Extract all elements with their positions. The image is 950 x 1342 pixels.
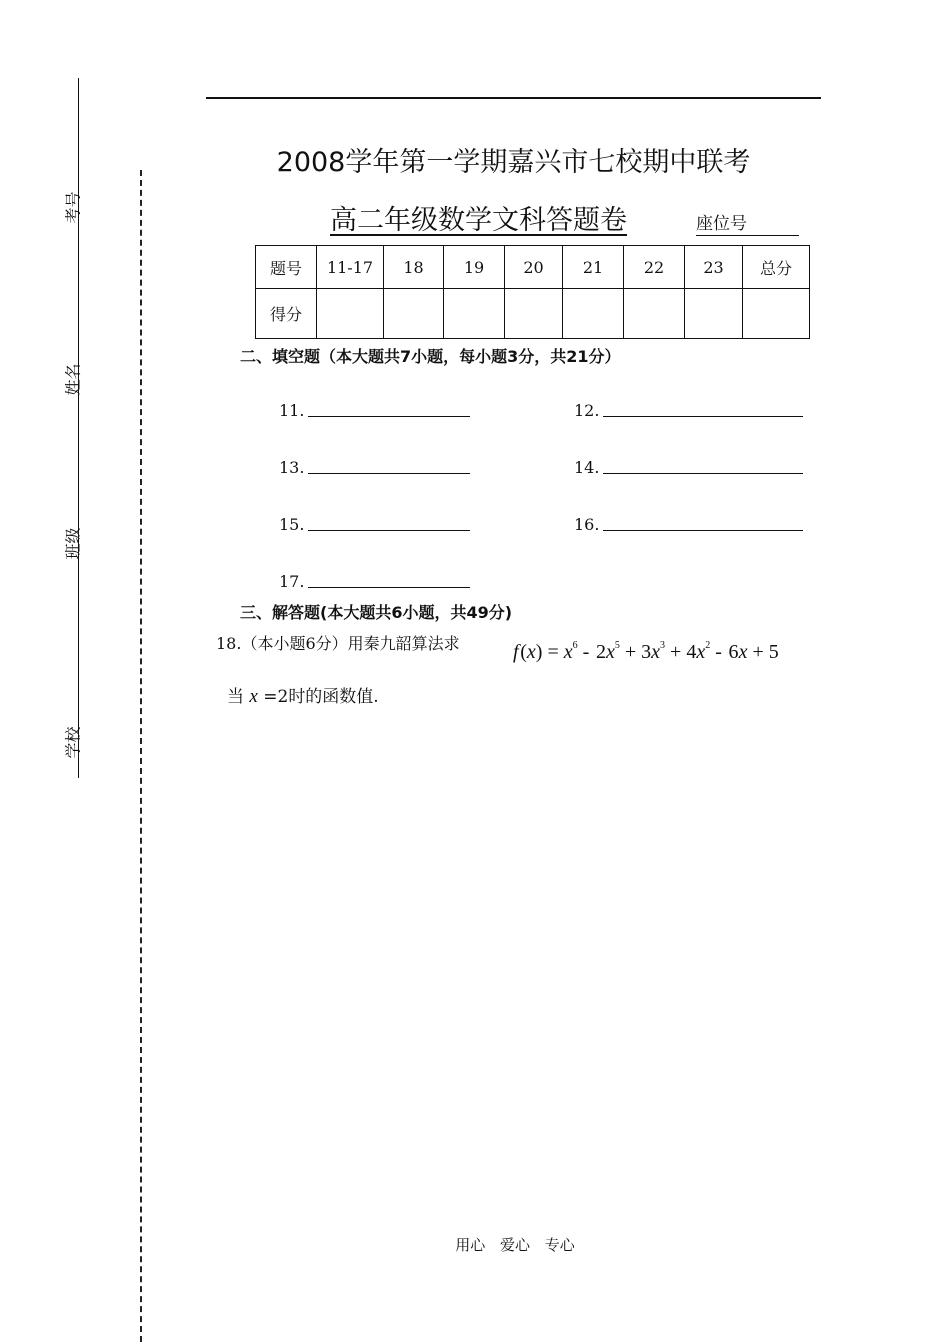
score-cell[interactable] xyxy=(685,289,743,339)
answer-line[interactable] xyxy=(308,472,470,474)
problem-18-formula: f $(x) = x^6$ - $2x^5 + 3x^3 + 4x^2$ - 6x + 5 xyxy=(513,640,779,663)
blank-number: 11. xyxy=(279,401,305,420)
score-cell[interactable] xyxy=(624,289,685,339)
score-cell[interactable] xyxy=(743,289,810,339)
seat-number-label: 座位号 xyxy=(696,214,747,234)
answer-blank-17[interactable] xyxy=(279,572,470,591)
col-20: 20 xyxy=(505,246,563,289)
answer-blank-13[interactable] xyxy=(279,458,470,477)
page-footer: 用心 爱心 专心 xyxy=(455,1236,575,1254)
col-19: 19 xyxy=(444,246,505,289)
seat-number-field[interactable] xyxy=(696,209,799,236)
header-rule xyxy=(206,97,821,99)
student-name-label: 姓名 xyxy=(63,363,83,396)
blank-number: 12. xyxy=(574,401,600,420)
answer-line[interactable] xyxy=(603,415,803,417)
paper-title: 高二年级数学文科答题卷 xyxy=(330,205,627,236)
blank-number: 13. xyxy=(279,458,305,477)
answer-blank-15[interactable] xyxy=(279,515,470,534)
score-cell[interactable] xyxy=(317,289,384,339)
col-total: 总分 xyxy=(743,246,810,289)
problem-18-intro: 18.（本小题6分）用秦九韶算法求 xyxy=(216,634,460,653)
answer-line[interactable] xyxy=(308,529,470,531)
blank-number: 14. xyxy=(574,458,600,477)
answer-line[interactable] xyxy=(308,586,470,588)
col-11-17: 11-17 xyxy=(317,246,384,289)
blank-number: 17. xyxy=(279,572,305,591)
binding-rule xyxy=(78,78,79,778)
answer-blank-14[interactable] xyxy=(574,458,803,477)
school-label: 学校 xyxy=(63,726,83,759)
section3-heading: 三、解答题(本大题共6小题，共49分) xyxy=(240,603,513,622)
condition-tail: 时的函数值. xyxy=(288,687,379,707)
score-table-score-row xyxy=(256,289,810,339)
blank-number: 15. xyxy=(279,515,305,534)
col-22: 22 xyxy=(624,246,685,289)
score-table xyxy=(255,245,810,339)
blank-number: 16. xyxy=(574,515,600,534)
answer-blank-11[interactable] xyxy=(279,401,470,420)
score-cell[interactable] xyxy=(384,289,444,339)
score-label: 得分 xyxy=(256,289,317,339)
col-18: 18 xyxy=(384,246,444,289)
answer-line[interactable] xyxy=(308,415,470,417)
cut-line xyxy=(140,170,142,1342)
answer-line[interactable] xyxy=(603,472,803,474)
col-23: 23 xyxy=(685,246,743,289)
answer-blank-12[interactable] xyxy=(574,401,803,420)
col-21: 21 xyxy=(563,246,624,289)
exam-number-label: 考号 xyxy=(63,191,83,224)
problem-18-condition: 当 x =2时的函数值. xyxy=(227,686,379,707)
class-label: 班级 xyxy=(63,527,83,560)
when-text: 当 xyxy=(227,687,244,707)
answer-blank-16[interactable] xyxy=(574,515,803,534)
question-number-label: 题号 xyxy=(256,246,317,289)
score-table-header-row xyxy=(256,246,810,289)
exam-title: 2008学年第一学期嘉兴市七校期中联考 xyxy=(276,147,751,178)
section2-heading: 二、填空题（本大题共7小题，每小题3分，共21分） xyxy=(240,347,621,366)
answer-line[interactable] xyxy=(603,529,803,531)
score-cell[interactable] xyxy=(505,289,563,339)
score-cell[interactable] xyxy=(563,289,624,339)
score-cell[interactable] xyxy=(444,289,505,339)
